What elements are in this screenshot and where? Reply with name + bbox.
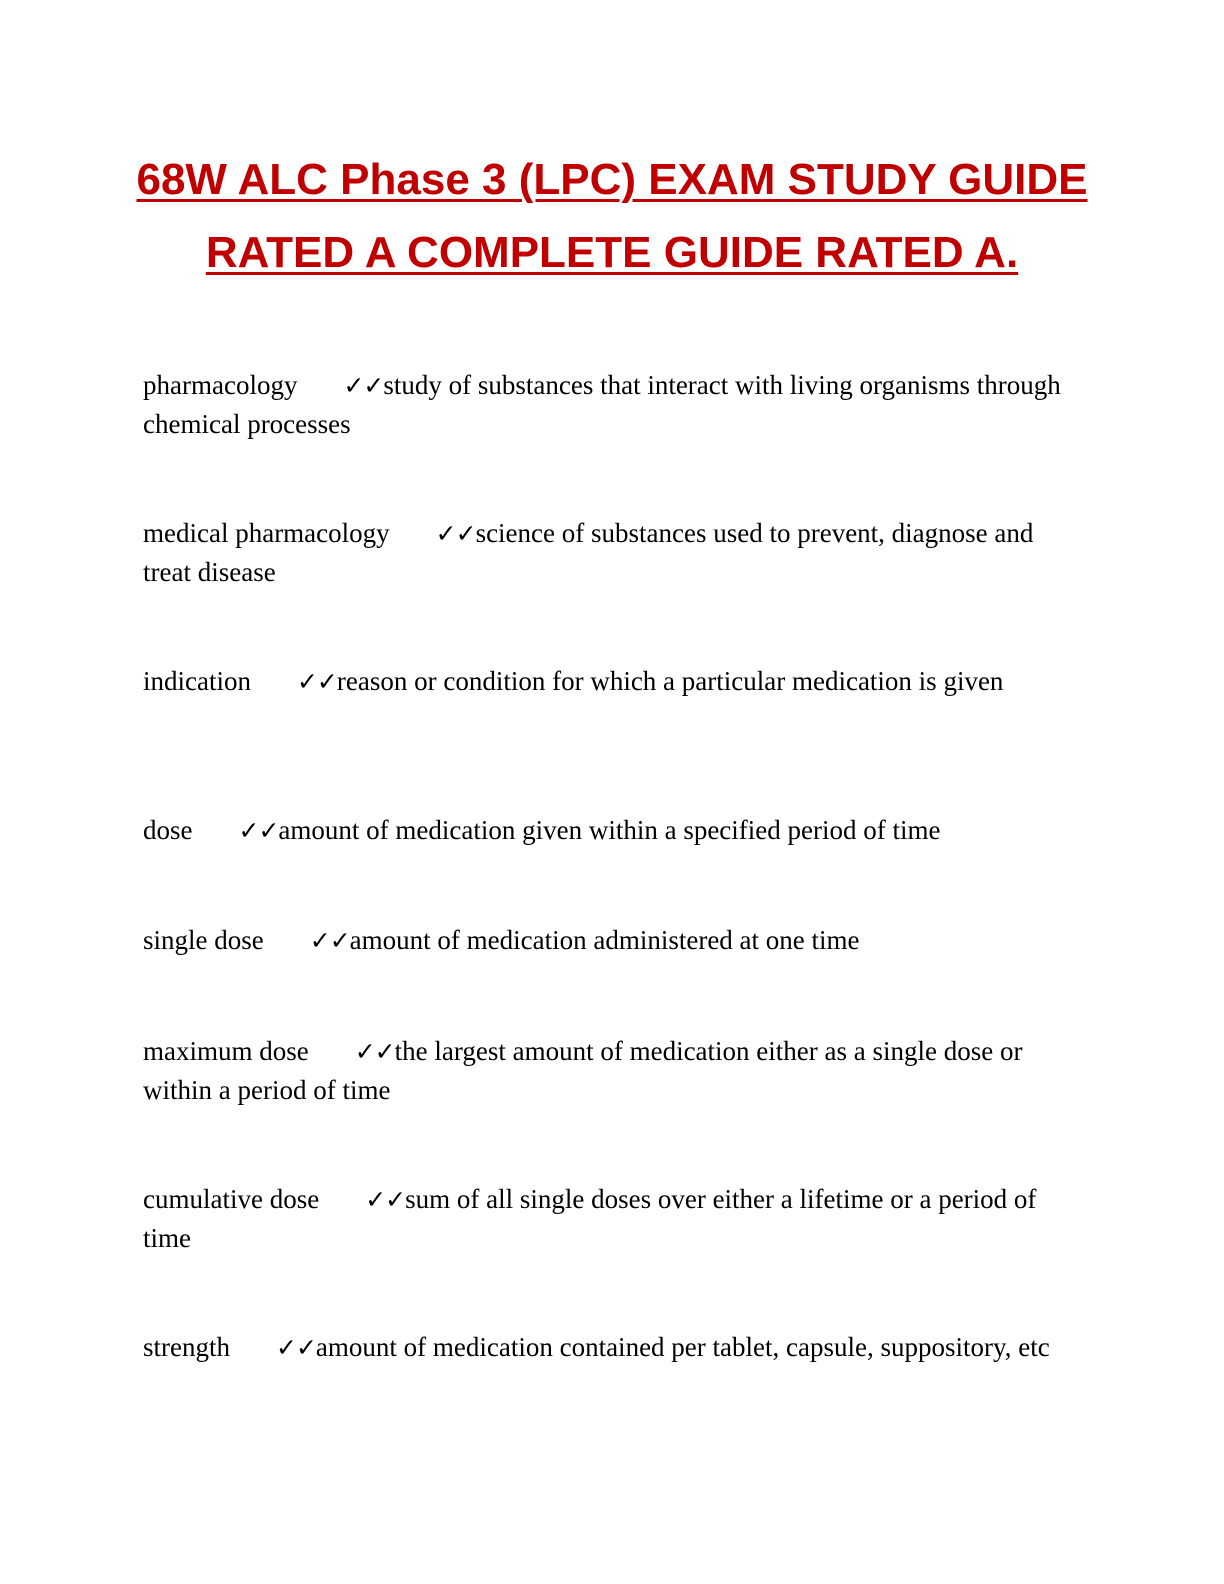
entry-term: dose (143, 815, 193, 845)
entry-term: cumulative dose (143, 1184, 320, 1214)
entry-term: pharmacology (143, 370, 298, 400)
double-check-icon: ✓✓ (238, 816, 279, 845)
entry-definition: science of substances used to prevent, diagnose and treat disease (143, 518, 1034, 587)
glossary-entry (143, 1180, 1063, 1257)
double-check-icon: ✓✓ (276, 1333, 316, 1362)
entry-definition: study of substances that interact with living organisms through chemical processes (143, 370, 1061, 439)
entry-definition: amount of medication given within a specified period of time (278, 815, 941, 845)
glossary-entry (143, 811, 1063, 850)
entry-definition: the largest amount of medication either as a single dose or within a period of time (143, 1036, 1023, 1105)
double-check-icon: ✓✓ (365, 1185, 406, 1214)
glossary-entry (143, 662, 1063, 701)
document-title: 68W ALC Phase 3 (LPC) EXAM STUDY GUIDE RATED A COMPLETE GUIDE RATED A. (136, 155, 1088, 277)
entry-term: indication (143, 666, 251, 696)
double-check-icon: ✓✓ (343, 371, 384, 400)
glossary-entry (143, 514, 1063, 591)
double-check-icon: ✓✓ (435, 519, 476, 548)
entry-definition: sum of all single doses over either a lifetime or a period of time (143, 1184, 1037, 1253)
entry-definition: amount of medication contained per tablet, capsule, suppository, etc (315, 1332, 1050, 1362)
entry-term: strength (143, 1332, 230, 1362)
entry-term: maximum dose (143, 1036, 309, 1066)
entry-definition: reason or condition for which a particular medication is given (336, 666, 1004, 696)
double-check-icon: ✓✓ (354, 1037, 395, 1066)
glossary-entry (143, 366, 1063, 443)
entry-term: medical pharmacology (143, 518, 390, 548)
double-check-icon: ✓✓ (296, 667, 337, 696)
double-check-icon: ✓✓ (309, 926, 350, 955)
entry-definition: amount of medication administered at one time (349, 925, 860, 955)
glossary-entry (143, 1328, 1063, 1367)
glossary-entry (143, 921, 1063, 960)
glossary-entry (143, 1032, 1063, 1109)
entry-term: single dose (143, 925, 264, 955)
